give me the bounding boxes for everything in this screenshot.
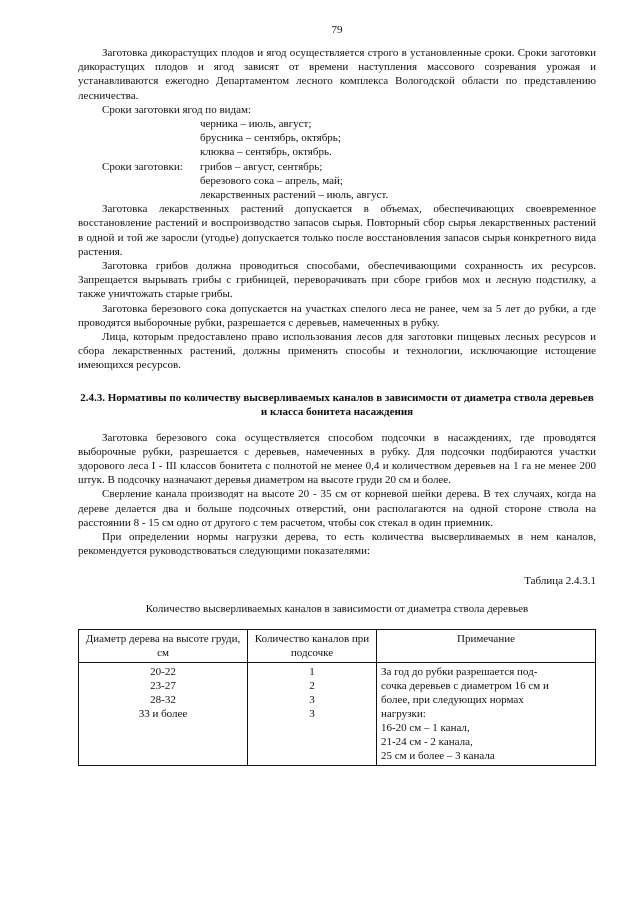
page: [78, 24, 596, 766]
berries-list: [78, 117, 596, 160]
list-item: березового сока – апрель, май;: [200, 174, 343, 187]
diameter-value: 20-22: [150, 665, 176, 678]
note-line: нагрузки:: [381, 707, 426, 720]
note-line: За год до рубки разрешается под-: [381, 665, 538, 678]
diameter-value: 23-27: [150, 679, 176, 692]
berries-intro: Сроки заготовки ягод по видам:: [102, 103, 252, 116]
note-line: более, при следующих нормах: [381, 693, 524, 706]
header-note: Примечание: [377, 629, 596, 662]
channels-cell: [248, 662, 377, 765]
note-cell: [377, 662, 596, 765]
channels-value: 1: [309, 665, 315, 678]
list-item: черника – июль, август;: [200, 118, 312, 131]
note-line: 21-24 см - 2 канала,: [381, 735, 473, 748]
other-terms-list: [78, 160, 596, 203]
channels-value: 2: [309, 679, 315, 692]
diameter-cell: [79, 662, 248, 765]
table-caption: Таблица 2.4.3.1: [524, 574, 596, 587]
note-line: сочка деревьев с диаметром 16 см и: [381, 679, 549, 692]
table-row: [79, 662, 596, 765]
diameter-value: 33 и более: [138, 707, 188, 720]
paragraph-tapping: Заготовка березового сока осуществляется способом подсочки в насаждениях, где проводятся выборочные рубки, разрешается с деревьев, намеченных в рубку. Для подсочки подбираются участки здорового леса I - III классов бонитета с полнотой не менее 0,4 и количеством деревьев на 1 га не менее 200 штук. В подсочку назначают деревья диаметром на высоте груди 20 см и более.: [78, 431, 596, 487]
other-terms-label: Сроки заготовки:: [102, 160, 183, 173]
channels-value: 3: [309, 693, 315, 706]
list-item: клюква – сентябрь, октябрь.: [200, 146, 332, 159]
paragraph-birch-sap: Заготовка березового сока допускается на участках спелого леса не ранее, чем за 5 лет до рубки, а где проводятся выборочные рубки, разрешается с деревьев, намеченных в рубку.: [78, 302, 596, 329]
paragraph-berries-timing: Заготовка дикорастущих плодов и ягод осуществляется строго в установленные сроки. Сроки заготовки дикорастущих плодов и ягод зависят от времени наступления массового созревания урожая и устанавливаются ежегодно Департаментом лесного комплекса Вологодской области по представлению лесничества.: [78, 47, 596, 102]
channels-table: [78, 629, 596, 766]
diameter-value: 28-32: [150, 693, 176, 706]
paragraph-drilling: Сверление канала производят на высоте 20 - 35 см от корневой шейки дерева. В тех случаях, когда на дереве делается два и больше подсочных отверстий, они располагаются на одной стороне ствола на расстоянии 8 - 15 см одно от другого с тем расчетом, чтобы сок стекал в один приемник.: [78, 488, 596, 529]
list-item: лекарственных растений – июль, август.: [200, 189, 389, 202]
paragraph-mushrooms: Заготовка грибов должна проводиться способами, обеспечивающими сохранность их ресурсов. Запрещается вырывать грибы с грибницей, переворачивать при сборе грибов мох и лесную подстилку, а также уничтожать старые грибы.: [78, 260, 596, 301]
header-diameter: Диаметр дерева на высоте груди, см: [79, 629, 248, 662]
list-item: грибов – август, сентябрь;: [200, 160, 323, 173]
note-line: 16-20 см – 1 канал,: [381, 721, 470, 734]
table-header-row: [79, 629, 596, 662]
table-title: Количество высверливаемых каналов в зависимости от диаметра ствола деревьев: [145, 602, 529, 615]
paragraph-medicinal: Заготовка лекарственных растений допускается в объемах, обеспечивающих своевременное восстановление растений и воспроизводство запасов сырья. Повторный сбор сырья лекарственных растений в одной и той же зароcли (угодье) допускается только после восстановления запасов сырья конкретного вида растения.: [78, 203, 596, 258]
channels-value: 3: [309, 707, 315, 720]
header-channels: Количество каналов при подсочке: [248, 629, 377, 662]
note-line: 25 см и более – 3 канала: [381, 749, 495, 762]
list-item: брусника – сентябрь, октябрь;: [200, 132, 341, 145]
paragraph-load-norm: При определении нормы нагрузки дерева, то есть количества высверливаемых в нем каналов, рекомендуется руководствоваться следующими показателями:: [78, 531, 596, 558]
page-number: 79: [331, 24, 343, 36]
paragraph-obligations: Лица, которым предоставлено право использования лесов для заготовки пищевых лесных ресурсов и сбора лекарственных растений, должны применять способы и технологии, исключающие истощение имеющихся ресурсов.: [78, 331, 596, 372]
section-heading: 2.4.3. Нормативы по количеству высверливаемых каналов в зависимости от диаметра ствола деревьев и класса бонитета насаждения: [80, 391, 594, 418]
